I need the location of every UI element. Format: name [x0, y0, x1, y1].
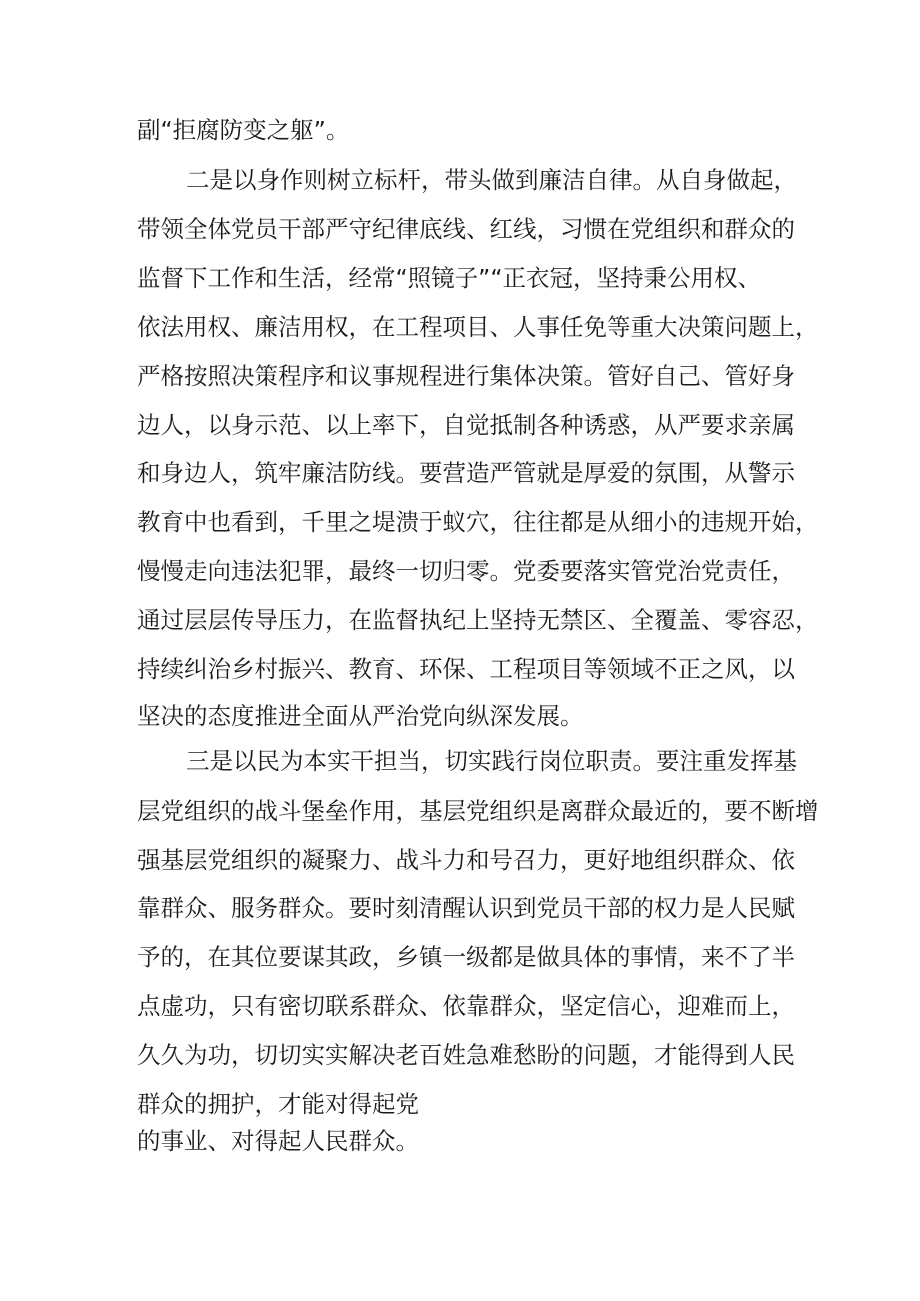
text-line: 点虚功，只有密切联系群众、依靠群众，坚定信心，迎难而上，: [137, 992, 795, 1020]
text-line: 通过层层传导压力，在监督执纪上坚持无禁区、全覆盖、零容忍，: [137, 606, 819, 634]
text-line: 的事业、对得起人民群众。: [137, 1127, 419, 1155]
text-line: 靠群众、服务群众。要时刻清醒认识到党员干部的权力是人民赋: [137, 894, 795, 922]
text-line: 坚决的态度推进全面从严治党向纵深发展。: [137, 702, 584, 730]
text-line: 久久为功，切切实实解决老百姓急难愁盼的问题，才能得到人民: [137, 1041, 795, 1069]
text-line: 副“拒腐防变之躯”。: [137, 116, 350, 144]
text-line: 群众的拥护，才能对得起党: [137, 1090, 419, 1118]
text-line: 和身边人，筑牢廉洁防线。要营造严管就是厚爱的氛围，从警示: [137, 459, 795, 487]
text-line: 层党组织的战斗堡垒作用，基层党组织是离群众最近的，要不断增: [137, 797, 819, 825]
text-line: 带领全体党员干部严守纪律底线、红线，习惯在党组织和群众的: [137, 215, 795, 243]
text-line: 慢慢走向违法犯罪，最终一切归零。党委要落实管党治党责任，: [137, 557, 795, 585]
paragraph-2-first-line: 二是以身作则树立标杆，带头做到廉洁自律。从自身做起，: [186, 166, 797, 194]
text-line: 严格按照决策程序和议事规程进行集体决策。管好自己、管好身: [137, 362, 795, 390]
text-line: 教育中也看到，千里之堤溃于蚁穴，往往都是从细小的违规开始，: [137, 508, 819, 536]
paragraph-3-first-line: 三是以民为本实干担当，切实践行岗位职责。要注重发挥基: [186, 747, 797, 775]
text-line: 依法用权、廉洁用权，在工程项目、人事任免等重大决策问题上，: [137, 313, 819, 341]
text-line: 边人，以身示范、以上率下，自觉抵制各种诱惑，从严要求亲属: [137, 411, 795, 439]
text-line: 监督下工作和生活，经常“照镜子”“正衣冠，坚持秉公用权、: [137, 264, 762, 292]
text-line: 强基层党组织的凝聚力、战斗力和号召力，更好地组织群众、依: [137, 846, 795, 874]
text-line: 持续纠治乡村振兴、教育、环保、工程项目等领域不正之风，以: [137, 655, 795, 683]
text-line: 予的，在其位要谋其政，乡镇一级都是做具体的事情，来不了半: [137, 943, 795, 971]
